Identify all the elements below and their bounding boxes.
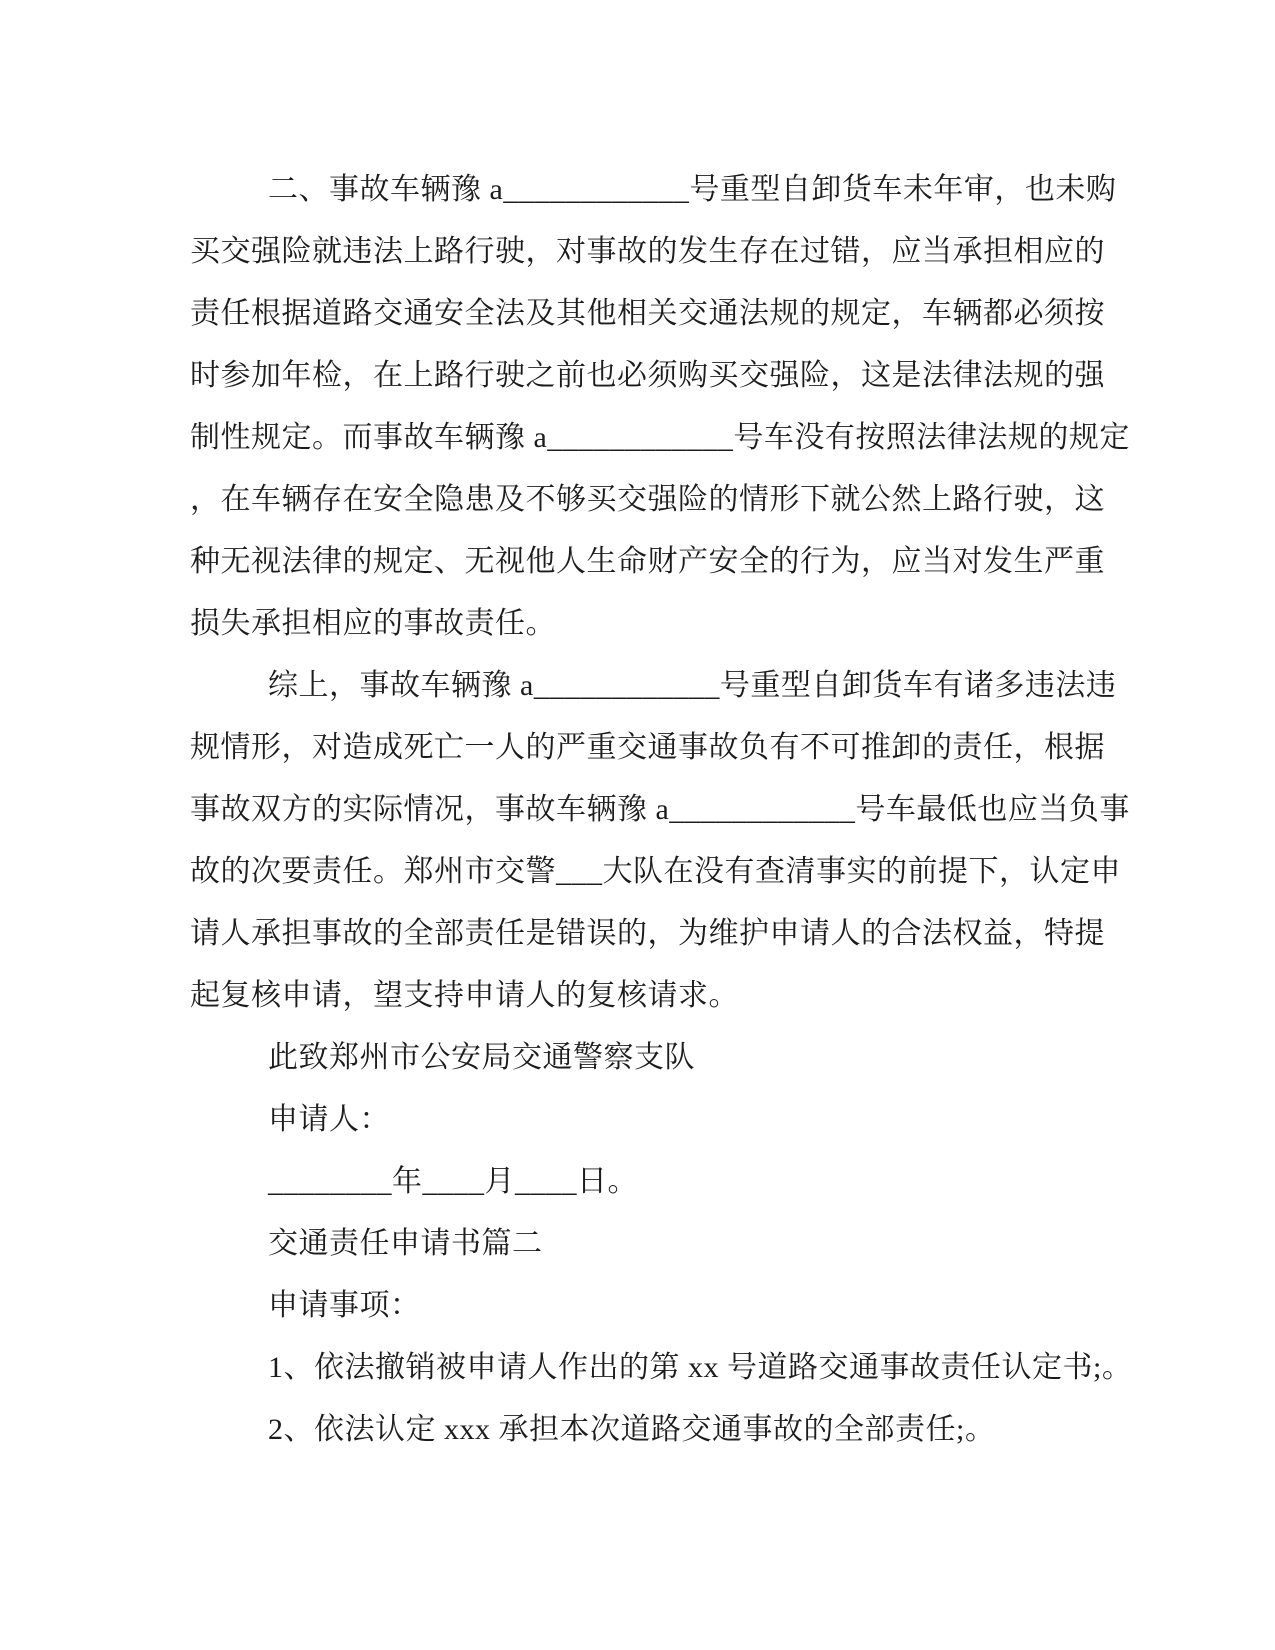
text-line: 二、事故车辆豫 a____________号重型自卸货车未年审，也未购 <box>268 173 1117 206</box>
list-item: 2、依法认定 xxx 承担本次道路交通事故的全部责任;。 <box>268 1413 996 1446</box>
text-line: 起复核申请，望支持申请人的复核请求。 <box>190 979 739 1012</box>
document-body <box>190 159 1133 1461</box>
application-items-heading: 申请事项： <box>268 1289 421 1322</box>
text-line: ，在车辆存在安全隐患及不够买交强险的情形下就公然上路行驶，这 <box>190 483 1105 516</box>
closing-line: 此致郑州市公安局交通警察支队 <box>268 1041 695 1074</box>
text-line: 制性规定。而事故车辆豫 a____________号车没有按照法律法规的规定 <box>190 421 1130 454</box>
text-line: 责任根据道路交通安全法及其他相关交通法规的规定，车辆都必须按 <box>190 297 1105 330</box>
text-line: 损失承担相应的事故责任。 <box>190 607 556 640</box>
text-line: 事故双方的实际情况，事故车辆豫 a____________号车最低也应当负事 <box>190 793 1130 826</box>
text-line: 时参加年检，在上路行驶之前也必须购买交强险，这是法律法规的强 <box>190 359 1105 392</box>
date-line: ________年____月____日。 <box>268 1165 638 1198</box>
text-line: 规情形，对造成死亡一人的严重交通事故负有不可推卸的责任，根据 <box>190 731 1105 764</box>
list-item: 1、依法撤销被申请人作出的第 xx 号道路交通事故责任认定书;。 <box>268 1351 1133 1384</box>
text-line: 买交强险就违法上路行驶，对事故的发生存在过错，应当承担相应的 <box>190 235 1105 268</box>
text-line: 综上，事故车辆豫 a____________号重型自卸货车有诸多违法违 <box>268 669 1117 702</box>
text-line: 故的次要责任。郑州市交警___大队在没有查清事实的前提下，认定申 <box>190 855 1121 888</box>
applicant-signature-line: 申请人： <box>268 1103 390 1136</box>
section-title: 交通责任申请书篇二 <box>268 1227 543 1260</box>
text-line: 请人承担事故的全部责任是错误的，为维护申请人的合法权益，特提 <box>190 917 1105 950</box>
text-line: 种无视法律的规定、无视他人生命财产安全的行为，应当对发生严重 <box>190 545 1105 578</box>
